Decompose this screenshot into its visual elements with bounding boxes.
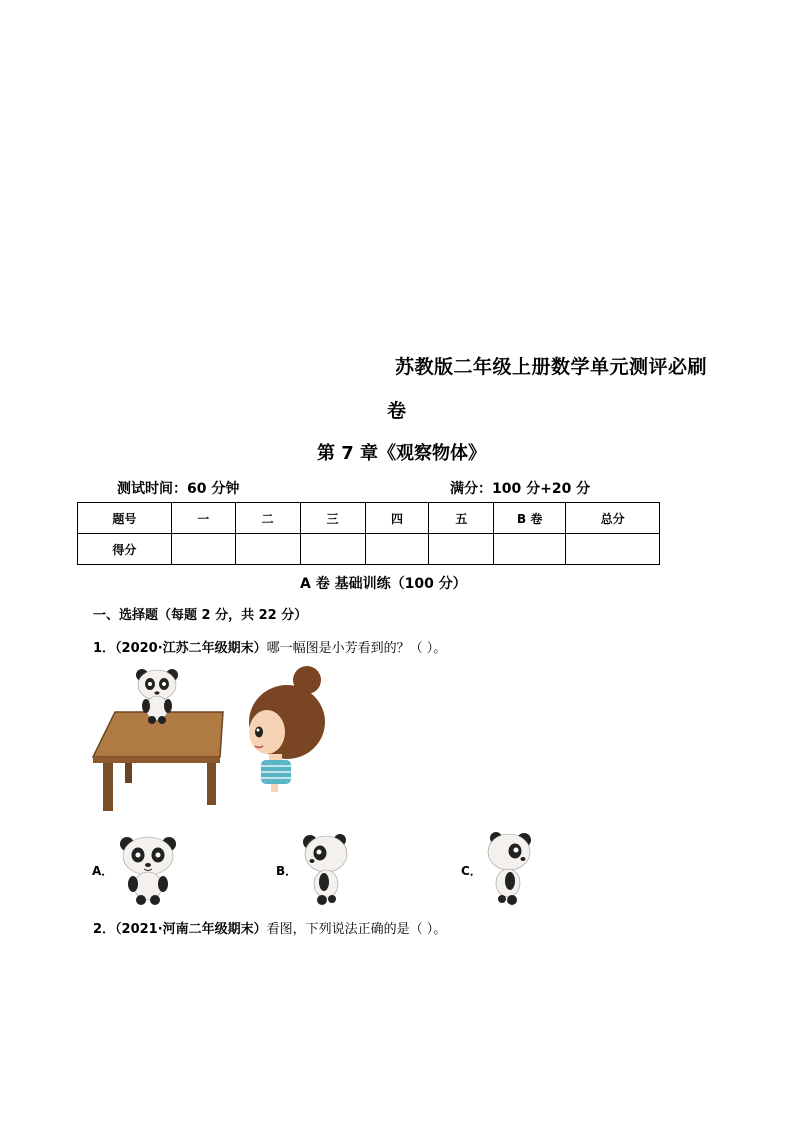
- option-b-label: B．: [276, 864, 298, 878]
- question-source: （2020·江苏二年级期末）: [115, 641, 267, 656]
- score-cell: [494, 534, 566, 565]
- question-2: [93, 918, 446, 937]
- full-score: 满分：100 分+20 分: [450, 481, 591, 497]
- header-cell: 一: [171, 503, 235, 534]
- question-source: （2021·河南二年级期末）: [115, 922, 267, 937]
- question-1: [93, 637, 446, 656]
- score-table-header-row: [78, 503, 660, 534]
- question-text: 看图，下列说法正确的是（ ）。: [266, 922, 447, 937]
- score-cell: [429, 534, 494, 565]
- question-number: 2．: [93, 922, 116, 937]
- header-cell: 题号: [78, 503, 172, 534]
- document-title: 苏教版二年级上册数学单元测评必刷: [395, 356, 708, 378]
- girl-illustration: [249, 666, 325, 792]
- score-table-score-row: [78, 534, 660, 565]
- question-number: 1．: [93, 641, 116, 656]
- option-a-panda-front[interactable]: [115, 834, 181, 906]
- score-cell: [235, 534, 300, 565]
- paper-a-heading: A 卷 基础训练（100 分）: [300, 576, 467, 592]
- option-c-panda-side[interactable]: [484, 830, 534, 906]
- header-cell: B 卷: [494, 503, 566, 534]
- document-title-continued: 卷: [387, 400, 407, 422]
- score-cell: [171, 534, 235, 565]
- option-b-panda-side[interactable]: [300, 832, 352, 906]
- scene-illustration: [85, 662, 330, 817]
- option-a-label: A．: [92, 864, 114, 878]
- header-cell: 五: [429, 503, 494, 534]
- score-cell: [566, 534, 660, 565]
- question-text: 哪一幅图是小芳看到的？（ ）。: [266, 641, 447, 656]
- row-label: 得分: [78, 534, 172, 565]
- section-heading: 一、选择题（每题 2 分，共 22 分）: [93, 608, 308, 623]
- chapter-title: 第 7 章《观察物体》: [317, 443, 487, 464]
- header-cell: 四: [365, 503, 429, 534]
- header-cell: 三: [300, 503, 365, 534]
- header-cell: 二: [235, 503, 300, 534]
- score-table: [77, 502, 660, 565]
- score-cell: [365, 534, 429, 565]
- header-cell: 总分: [566, 503, 660, 534]
- table-illustration: [93, 712, 223, 811]
- score-cell: [300, 534, 365, 565]
- option-c-label: C．: [461, 864, 482, 878]
- test-time: 测试时间：60 分钟: [117, 481, 240, 497]
